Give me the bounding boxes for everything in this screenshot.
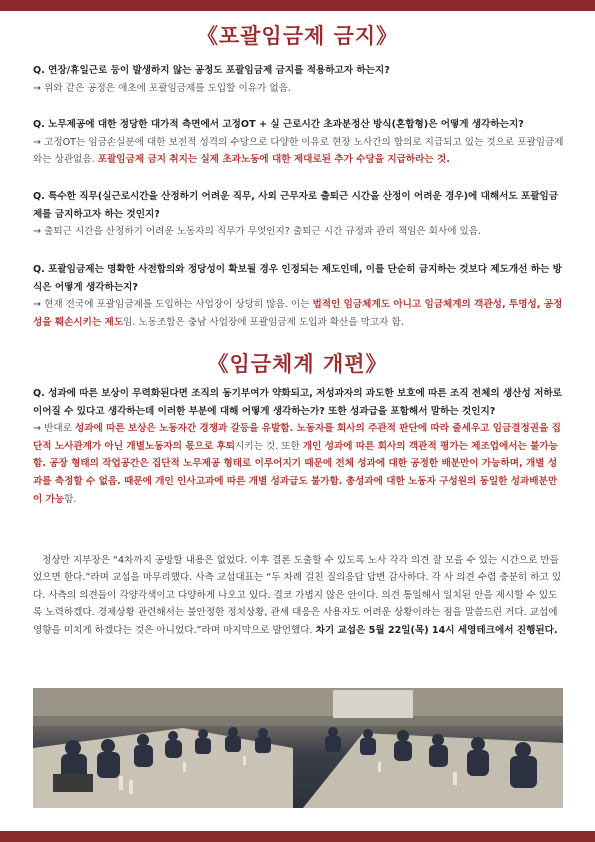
meeting-photo [33,688,563,808]
answer: → 고정OT는 임금손실분에 대한 보전적 성격의 수당으로 다양한 이유로 현장 노사간의 합의로 지급되고 있는 것으로 포괄임금제와는 상관없음. 포괄임금제 금지 취지는 실제 초과노동에 대한 제대로된 추가 수당을 지급하라는 것. [33,136,564,166]
question: Q. 특수한 직무(실근로시간을 산정하기 어려운 직무, 사외 근무자로 출퇴근 시간을 산정이 어려운 경우)에 대해서도 포괄임금제를 금지하고자 하는 것인지? [33,191,559,220]
answer: → 반대로 성과에 따른 보상은 노동자간 경쟁과 갈등을 유발함. 노동자를 회사의 주관적 판단에 따라 줄세우고 임금결정권을 집단적 노사관계가 아닌 개별노동자의 몫으로 후퇴시키는 것. 또한 개인 성과에 따른 회사의 객관적 평가는 제조업에서는 불가능함. 공장 형태의 작업공간은 집단적 노무제공 형태로 이루어지기 때문에 전체 성과에 대한 공정한 배분만이 가능하며, 개별 성과를 측정할 수 없음. 때문에 개인 인사고과에 따른 개별 성과급도 불가함. 총성과에 대한 노동자 구성원의 동일한 성과배분만이 가능함. [33,423,561,505]
answer: → 위와 같은 공정은 애초에 포괄임금제를 도입할 이유가 없음. [33,82,291,94]
question: Q. 포괄임금제는 명확한 사전합의와 정당성이 확보될 경우 인정되는 제도인데, 이를 단순히 금지하는 것보다 제도개선 하는 방식은 어떻게 생각하는지? [33,264,562,293]
answer: → 현재 전국에 포괄임금제를 도입하는 사업장이 상당히 많음. 이는 법적인 임금체계도 아니고 임금체계의 객관성, 투명성, 공정성을 훼손시키는 제도임. 노동조합은 충남 사업장에 포괄임금제 도입과 확산을 막고자 함. [33,299,563,328]
qa-item [33,62,565,97]
section-title-wage-inclusive-ban: 《포괄임금제 금지》 [196,24,399,48]
bottom-bar [0,831,595,842]
section-title-wage-system-reform: 《임금체계 개편》 [207,352,388,376]
highlight-text: 법적인 임금체계도 아니고 임금체계의 객관성, 투명성, 공정성을 훼손시키는 제도 [33,299,563,328]
question: Q. 노무제공에 대한 정당한 대가적 측면에서 고정OT + 실 근로시간 초과분정산 방식(혼합형)은 어떻게 생각하는지? [33,119,524,130]
question: Q. 연장/휴일근로 등이 발생하지 않는 공정도 포괄임금제 금지를 적용하고자 하는지? [33,65,390,76]
highlight-text: 포괄임금제 금지 취지는 실제 초과노동에 대한 제대로된 추가 수당을 지급하라는 것. [97,154,450,166]
qa-item [33,261,565,331]
next-meeting-notice: 차기 교섭은 5월 22일(목) 14시 세영테크에서 진행된다. [315,624,558,636]
qa-item [33,116,565,169]
closing-paragraph: 정상만 지부장은 “4차까지 공방할 내용은 없었다. 이후 결론 도출할 수 있도록 노사 각각 의견 잘 모을 수 있는 시간으로 만들었으면 한다.”라며 교섭을 마무리했다. 사측 교섭대표는 “두 차례 걸친 질의응답 답변 감사하다. 각 사 의견 수렴 충분히 하고 있다. 사측의 의견들이 각양각색이고 다양하게 나오고 있다. 결코 가볍지 않은 안이다. 의견 통일해서 일치된 안을 제시할 수 있도록 노력하겠다. 경제상황 관련해서는 불안정한 정치상황, 관세 대응은 사용자도 어려운 상황이라는 점을 말씀드린 거다. 교섭에 영향을 미치게 하겠다는 것은 아니었다.”라며 마지막으로 발언했다. 차기 교섭은 5월 22일(목) 14시 세영테크에서 진행된다. [33,555,562,636]
qa-item [33,385,565,508]
top-bar [0,0,595,11]
highlight-text: 성과에 따른 보상은 노동자간 경쟁과 갈등을 유발함. 노동자를 회사의 주관적 판단에 따라 줄세우고 임금결정권을 집단적 노사관계가 아닌 개별노동자의 몫으로 후퇴 [33,423,561,452]
answer: → 출퇴근 시간을 산정하기 어려운 노동자의 직무가 무엇인지? 출퇴근 시간 규정과 관리 책임은 회사에 있음. [33,226,482,238]
qa-item [33,188,565,241]
question: Q. 성과에 따른 보상이 무력화된다면 조직의 동기부여가 약화되고, 저성과자의 과도한 보호에 따른 조직 전체의 생산성 저하로 이어질 수 있다고 생각하는데 이러한 부분에 대해 어떻게 생각하는가? 또한 성과급을 포함해서 말하는 것인지? [33,388,562,417]
highlight-text: 개인 성과에 따른 회사의 객관적 평가는 제조업에서는 불가능함. 공장 형태의 작업공간은 집단적 노무제공 형태로 이루어지기 때문에 전체 성과에 대한 공정한 배분만이 가능하며, 개별 성과를 측정할 수 없음. 때문에 개인 인사고과에 따른 개별 성과급도 불가함. 총성과에 대한 노동자 구성원의 동일한 성과배분만이 가능 [33,440,558,505]
